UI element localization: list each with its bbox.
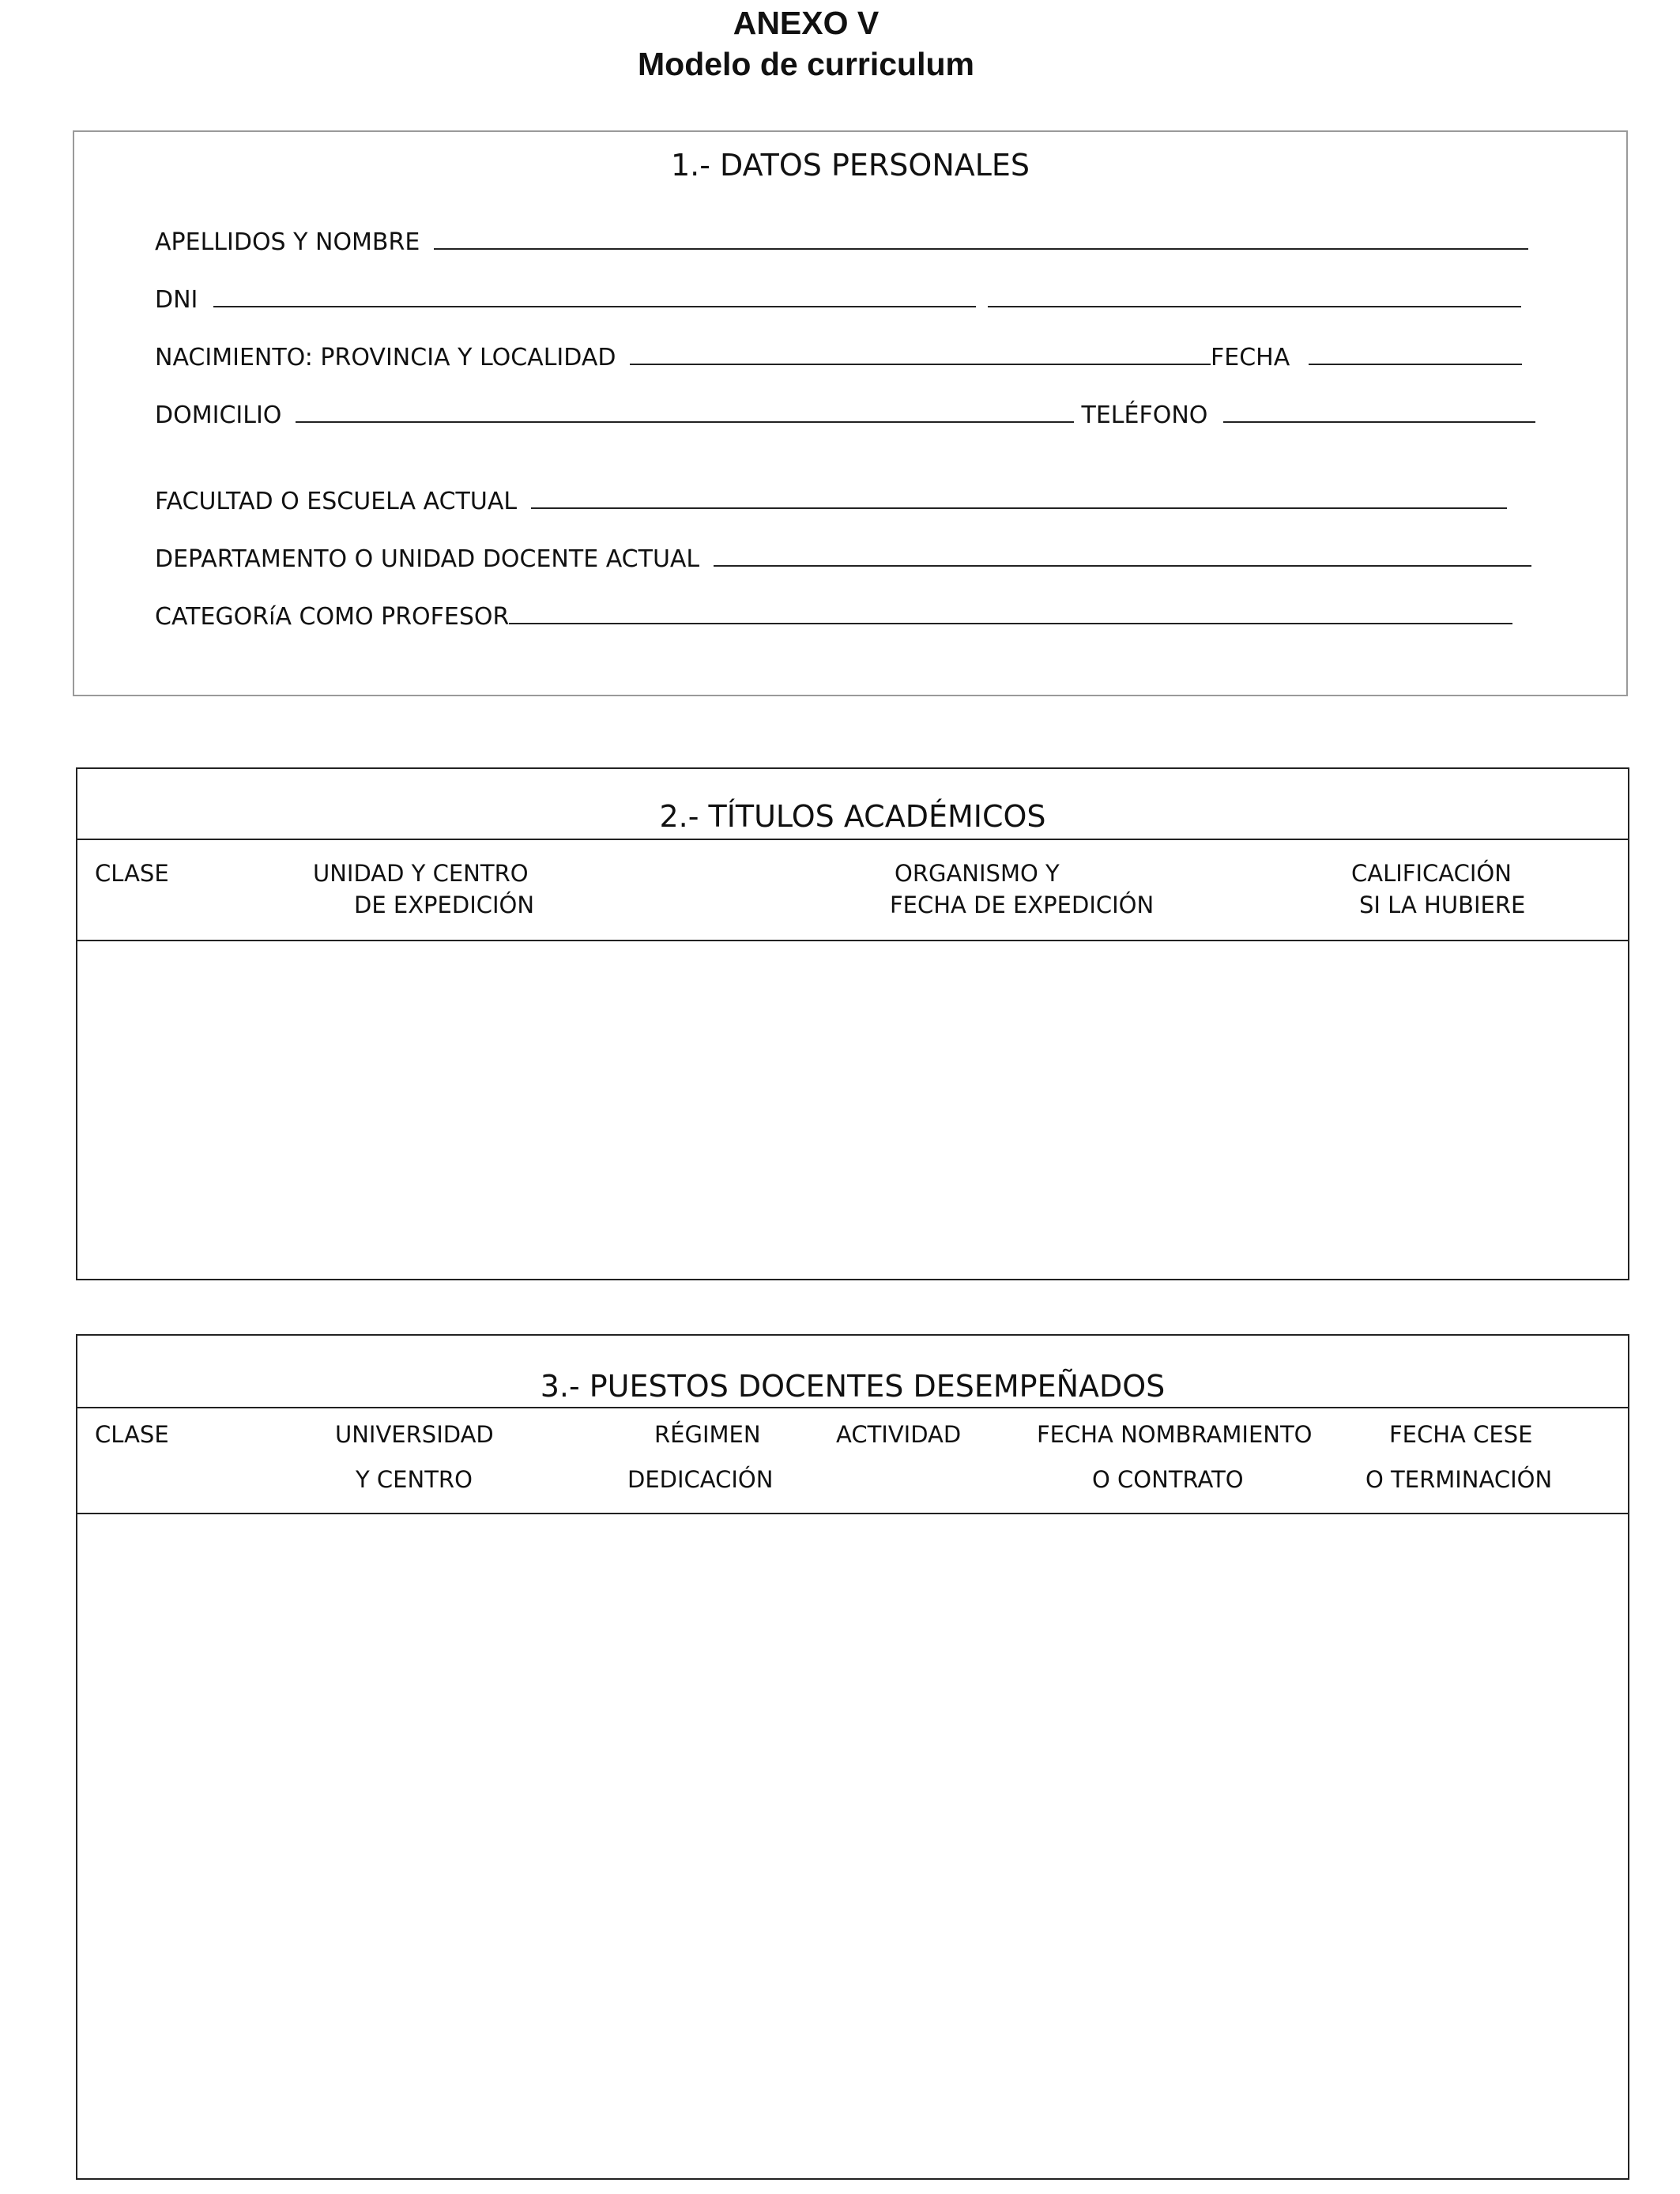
col-header-organism: ORGANISMO Y xyxy=(895,860,1060,887)
col-header-appointment: FECHA NOMBRAMIENTO xyxy=(1037,1421,1313,1448)
field-row-department xyxy=(155,545,1531,573)
field-label-phone: TELÉFONO xyxy=(1081,401,1208,429)
field-row-dni xyxy=(155,286,1521,314)
col-header-university-2: Y CENTRO xyxy=(356,1466,473,1493)
col-header-end-2: O TERMINACIÓN xyxy=(1365,1466,1553,1493)
section-title-personal-data: 1.- DATOS PERSONALES xyxy=(670,148,1030,183)
dni-input-line[interactable] xyxy=(213,304,976,307)
col-header-grade: CALIFICACIÓN xyxy=(1351,860,1512,887)
document-subtitle: Modelo de curriculum xyxy=(638,46,974,82)
annex-title: ANEXO V xyxy=(733,5,880,41)
field-label-name: APELLIDOS Y NOMBRE xyxy=(155,228,420,256)
field-row-birth xyxy=(155,344,1522,371)
col-header-unit-2: DE EXPEDICIÓN xyxy=(354,892,535,918)
field-row-address xyxy=(155,401,1535,429)
col-header-regime: RÉGIMEN xyxy=(654,1421,761,1448)
field-label-faculty: FACULTAD O ESCUELA ACTUAL xyxy=(155,488,518,515)
birthplace-input-line[interactable] xyxy=(630,362,1211,365)
personal-data-section xyxy=(73,130,1628,696)
header-top-divider xyxy=(77,1407,1628,1408)
col-header-activity: ACTIVIDAD xyxy=(836,1421,962,1448)
name-input-line[interactable] xyxy=(434,247,1528,250)
col-header-organism-2: FECHA DE EXPEDICIÓN xyxy=(890,892,1155,918)
department-input-line[interactable] xyxy=(714,564,1531,567)
faculty-input-line[interactable] xyxy=(531,506,1507,509)
section-title-academic: 2.- TÍTULOS ACADÉMICOS xyxy=(659,799,1046,834)
col-header-class: CLASE xyxy=(95,860,169,887)
positions-entries-area[interactable] xyxy=(77,1514,1628,2178)
col-header-class: CLASE xyxy=(95,1421,169,1448)
col-header-university: UNIVERSIDAD xyxy=(335,1421,494,1448)
field-row-name xyxy=(155,228,1528,256)
field-label-date: FECHA xyxy=(1211,344,1290,371)
teaching-positions-section xyxy=(76,1334,1629,2180)
col-header-regime-2: DEDICACIÓN xyxy=(627,1466,774,1493)
academic-titles-section xyxy=(76,767,1629,1280)
header-top-divider xyxy=(77,839,1628,840)
col-header-unit: UNIDAD Y CENTRO xyxy=(313,860,529,887)
field-label-category: CATEGORíA COMO PROFESOR xyxy=(155,603,510,631)
field-label-birthplace: NACIMIENTO: PROVINCIA Y LOCALIDAD xyxy=(155,344,616,371)
field-label-dni: DNI xyxy=(155,286,198,314)
phone-input-line[interactable] xyxy=(1223,420,1535,423)
category-input-line[interactable] xyxy=(509,621,1512,624)
date-input-line[interactable] xyxy=(1309,362,1522,365)
address-input-line[interactable] xyxy=(296,420,1074,423)
field-label-department: DEPARTAMENTO O UNIDAD DOCENTE ACTUAL xyxy=(155,545,700,573)
col-header-appointment-2: O CONTRATO xyxy=(1092,1466,1244,1493)
field-row-category xyxy=(155,603,1512,631)
field-row-faculty xyxy=(155,488,1507,515)
dni-extra-input-line[interactable] xyxy=(988,304,1521,307)
field-label-address: DOMICILIO xyxy=(155,401,282,429)
academic-entries-area[interactable] xyxy=(77,941,1628,1279)
col-header-end: FECHA CESE xyxy=(1389,1421,1533,1448)
section-title-positions: 3.- PUESTOS DOCENTES DESEMPEÑADOS xyxy=(540,1369,1166,1404)
col-header-grade-2: SI LA HUBIERE xyxy=(1359,892,1526,918)
